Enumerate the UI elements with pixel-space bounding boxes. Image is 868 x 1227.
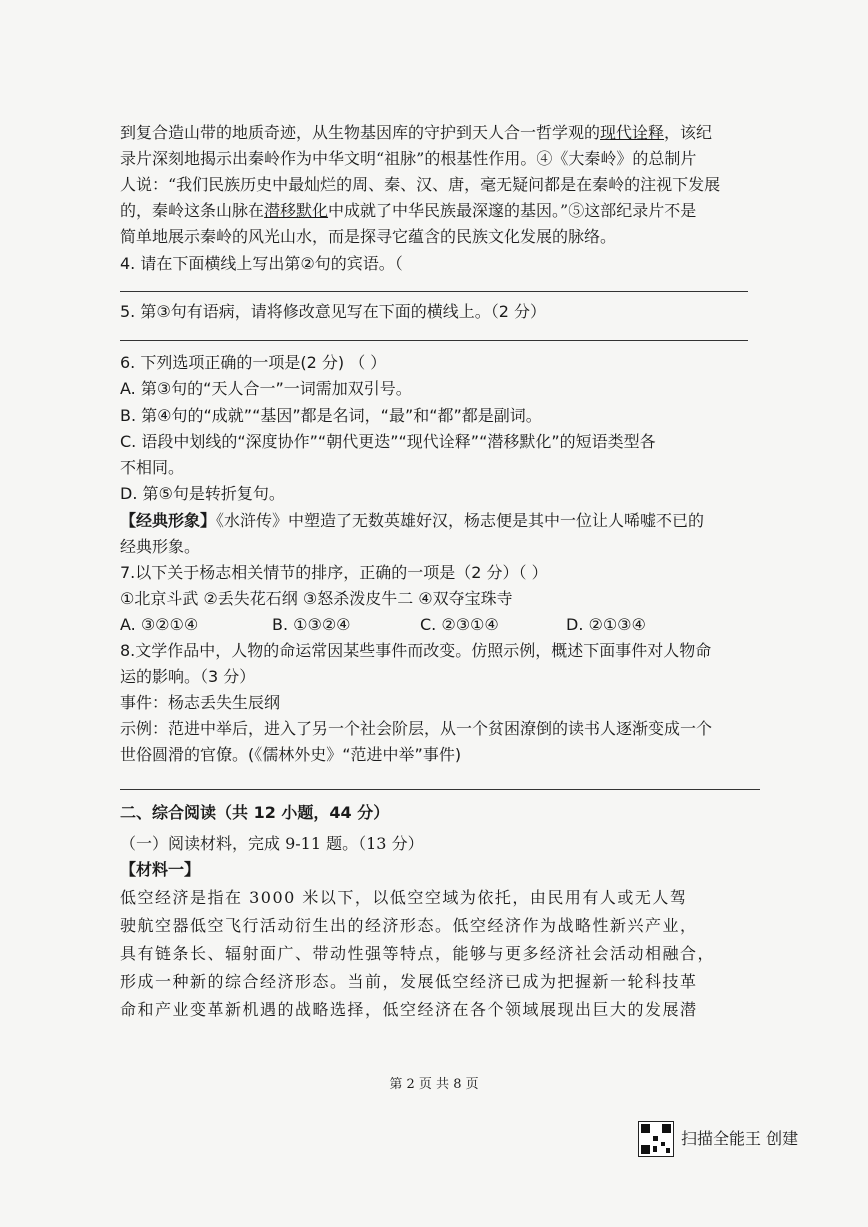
material-1-heading: 【材料一】	[120, 860, 201, 879]
page-number: 第 2 页 共 8 页	[389, 1077, 479, 1092]
q7-items: ①北京斗武 ②丢失花石纲 ③怒杀泼皮牛二 ④双夺宝珠寺	[120, 589, 513, 608]
section-2-subtitle: （一）阅读材料，完成 9-11 题。（13 分）	[120, 834, 424, 853]
passage-line-4	[120, 199, 696, 223]
answer-line-q5[interactable]	[120, 340, 748, 341]
q6-option-b: B. 第④句的“成就”“基因”都是名词，“最”和“都”都是副词。	[120, 406, 542, 425]
material-1-line-2: 驶航空器低空飞行活动衍生出的经济形态。低空经济作为战略性新兴产业，	[120, 916, 698, 935]
material-1-line-5: 命和产业变革新机遇的战略选择，低空经济在各个领域展现出巨大的发展潜	[120, 1000, 698, 1019]
material-1-line-4: 形成一种新的综合经济形态。当前，发展低空经济已成为把握新一轮科技革	[120, 972, 698, 991]
intro-text: 《水浒传》中塑造了无数英雄好汉，杨志便是其中一位让人唏嘘不已的	[216, 511, 705, 530]
classic-image-intro	[120, 509, 704, 533]
answer-line-q4[interactable]	[120, 291, 748, 292]
passage-line-5: 简单地展示秦岭的风光山水，而是探寻它蕴含的民族文化发展的脉络。	[120, 227, 617, 246]
passage-line-1	[120, 121, 712, 145]
section-tag: 【经典形象】	[120, 511, 217, 530]
qr-code-icon	[638, 1121, 674, 1157]
answer-line-q8[interactable]	[120, 789, 760, 790]
q8-event: 事件：杨志丢失生辰纲	[120, 693, 281, 712]
question-8: 8.文学作品中，人物的命运常因某些事件而改变。仿照示例，概述下面事件对人物命	[120, 641, 712, 660]
q8-example-cont: 世俗圆滑的官僚。(《儒林外史》“范进中举”事件)	[120, 745, 462, 764]
material-1-line-1: 低空经济是指在 3000 米以下，以低空空域为依托，由民用有人或无人驾	[120, 888, 688, 907]
passage-line-2: 录片深刻地揭示出秦岭作为中华文明“祖脉”的根基性作用。④《大秦岭》的总制片	[120, 149, 697, 168]
q7-option-d: D. ②①③④	[566, 615, 646, 634]
question-7-stem: 7.以下关于杨志相关情节的排序，正确的一项是（2 分）（ ）	[120, 563, 548, 582]
passage-text: 到复合造山带的地质奇迹，从生物基因库的守护到天人合一哲学观的	[120, 123, 601, 142]
q7-option-a: A. ③②①④	[120, 615, 199, 634]
passage-line-3: 人说：“我们民族历史中最灿烂的周、秦、汉、唐，毫无疑问都是在秦岭的注视下发展	[120, 175, 721, 194]
scanner-watermark: 扫描全能王 创建	[681, 1129, 799, 1148]
question-8-cont: 运的影响。（3 分）	[120, 667, 256, 686]
q6-option-c: C. 语段中划线的“深度协作”“朝代更迭”“现代诠释”“潜移默化”的短语类型各	[120, 432, 656, 451]
q8-example: 示例：范进中举后，进入了另一个社会阶层，从一个贫困潦倒的读书人逐渐变成一个	[120, 719, 713, 738]
q6-option-a: A. 第③句的“天人合一”一词需加双引号。	[120, 379, 412, 398]
section-2-title: 二、综合阅读（共 12 小题，44 分）	[120, 803, 390, 822]
question-6-stem: 6. 下列选项正确的一项是(2 分) （ ）	[120, 353, 387, 372]
underlined-phrase: 现代诠释	[600, 123, 665, 142]
q6-option-c-cont: 不相同。	[120, 458, 185, 477]
q7-option-c: C. ②③①④	[420, 615, 499, 634]
question-4: 4. 请在下面横线上写出第②句的宾语。（	[120, 254, 403, 273]
q7-option-b: B. ①③②④	[272, 615, 351, 634]
classic-image-intro-cont: 经典形象。	[120, 537, 201, 556]
material-1-line-3: 具有链条长、辐射面广、带动性强等特点，能够与更多经济社会活动相融合，	[120, 944, 716, 963]
passage-text: 中成就了中华民族最深邃的基因。”⑤这部纪录片不是	[328, 201, 697, 220]
q6-option-d: D. 第⑤句是转折复句。	[120, 484, 285, 503]
question-5: 5. 第③句有语病，请将修改意见写在下面的横线上。（2 分）	[120, 302, 546, 321]
underlined-phrase: 潜移默化	[264, 201, 329, 220]
passage-text: ，该纪	[664, 123, 713, 142]
passage-text: 的，秦岭这条山脉在	[120, 201, 265, 220]
